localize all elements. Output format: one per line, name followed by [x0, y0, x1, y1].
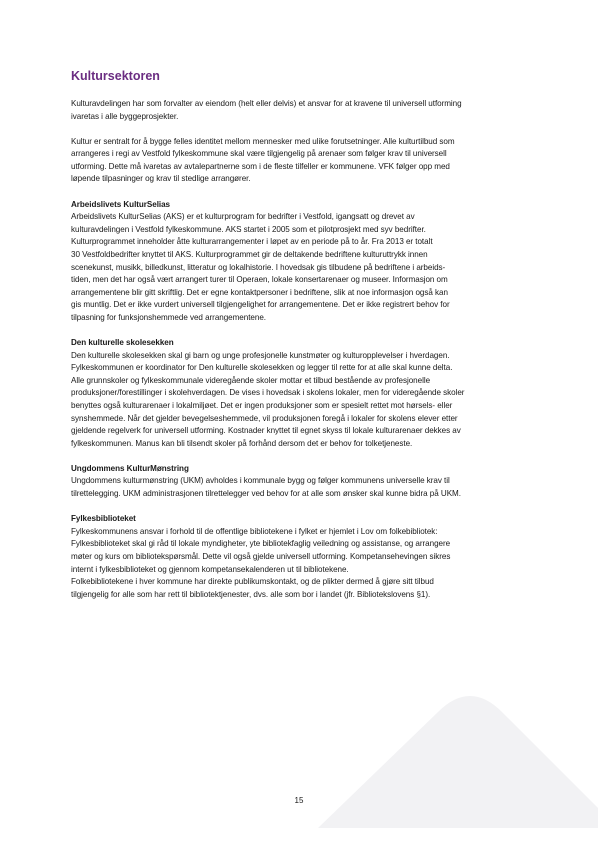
text-line: gis muntlig. Det er ikke vurdert universell tilgjengelighet for arrangementene. Det er ikke registrert behov for: [71, 300, 450, 310]
text-line: Kulturprogrammet inneholder åtte kulturarrangementer i løpet av en periode på to år. Fra 2013 er totalt: [71, 237, 433, 247]
text-line: Kultur er sentralt for å bygge felles identitet mellom mennesker med ulike forutsetninger. Alle kulturtilbud som: [71, 136, 455, 146]
text-line: Fylkeskommunens ansvar i forhold til de offentlige bibliotekene i fylket er hjemlet i Lov om folkebibliotek:: [71, 526, 438, 536]
text-line: tilrettelegging. UKM administrasjonen tilrettelegger ved behov for at alle som ønsker skal kunne bidra på UKM.: [71, 489, 461, 499]
text-line: Arbeidslivets KulturSelias (AKS) er et kulturprogram for bedrifter i Vestfold, igangsatt og drevet av: [71, 212, 415, 222]
text-line: fylkeskommunen. Manus kan bli tilsendt skoler på forhånd dersom det er behov for tolketjeneste.: [71, 438, 413, 448]
text-line: tilpasning for funksjonshemmede ved arrangementene.: [71, 312, 266, 322]
text-line: arrangeres i regi av Vestfold fylkeskommune skal være tilgjengelig på arenaer som følger krav til universell: [71, 149, 447, 159]
text-line: Folkebibliotekene i hver kommune har direkte publikumskontakt, og de plikter dermed å gjøre sitt tilbud: [71, 577, 434, 587]
text-line: kulturavdelingen i Vestfold fylkeskommune. AKS startet i 2005 som et pilotprosjekt med syv bedrifter.: [71, 224, 426, 234]
document-body: [71, 66, 571, 614]
section-body: [71, 475, 571, 500]
text-line: scenekunst, musikk, billedkunst, litteratur og lokalhistorie. I hovedsak gis tilbudene på bedriftene i arbeids-: [71, 262, 446, 272]
text-line: løpende tilpasninger og krav til stedlige arrangører.: [71, 174, 251, 184]
section-heading: Fylkesbiblioteket: [71, 514, 136, 524]
page-title: Kultursektoren: [71, 69, 160, 83]
text-line: benyttes også kulturarenaer i lokalmiljøet. Det er ingen produksjoner som er spesielt rettet mot hørsels- eller: [71, 400, 453, 410]
sections: [71, 199, 571, 602]
intro-paragraph: [71, 136, 571, 186]
text-line: arrangementene blir gitt skriftlig. Det er egne kontaktpersoner i bedriftene, slik at noe informasjon også kan: [71, 287, 448, 297]
section-heading: Den kulturelle skolesekken: [71, 338, 174, 347]
text-line: Alle grunnskoler og fylkeskommunale videregående skoler mottar et tilbud bestående av profesjonelle: [71, 375, 431, 385]
text-line: Ungdommens kulturmønstring (UKM) avholdes i kommunale bygg og følger kommunens universelle krav til: [71, 476, 450, 486]
text-line: utforming. Dette må ivaretas av avtalepartnerne som i de fleste tilfeller er kommunene. VFK følger opp med: [71, 161, 450, 171]
section-body: [71, 211, 571, 324]
text-line: tiden, men det har også vært arrangert turer til Operaen, lokale konsertarenaer og museer. Informasjon om: [71, 275, 448, 285]
section-heading: Arbeidslivets KulturSelias: [71, 199, 171, 209]
intro-paragraph: [71, 98, 571, 123]
text-line: gjeldende regelverk for universell utforming. Kostnader knyttet til egnet skyss til lokale kulturarenaer dekkes av: [71, 426, 461, 436]
section-body: [71, 526, 571, 602]
section-body: [71, 350, 571, 451]
intro-paragraphs: [71, 98, 571, 186]
text-line: synshemmede. Når det gjelder bevegelseshemmede, vil produksjonen foregå i lokaler for skolens elever etter: [71, 413, 458, 423]
text-line: ivaretas i alle byggeprosjekter.: [71, 111, 179, 121]
text-line: 30 Vestfoldbedrifter knyttet til AKS. Kulturprogrammet gir de deltakende bedriftene kulturuttrykk innen: [71, 249, 428, 259]
text-line: produksjoner/forestillinger i skolehverdagen. De vises i hovedsak i skolens lokaler, men for videregående skoler: [71, 388, 465, 398]
text-line: Den kulturelle skolesekken skal gi barn og unge profesjonelle kunstmøter og kulturopplevelser i hverdagen.: [71, 350, 450, 360]
text-line: møter og kurs om bibliotekspørsmål. Dette vil også gjelde universell utforming. Kompetansehevingen sikres: [71, 551, 451, 561]
text-line: internt i fylkesbiblioteket og gjennom kompetansekalenderen ut til bibliotekene.: [71, 564, 349, 574]
text-line: Fylkeskommunen er koordinator for Den kulturelle skolesekken og legger til rette for at alle skal kunne delta.: [71, 363, 453, 373]
text-line: Fylkesbiblioteket skal gi råd til lokale myndigheter, yte bibliotekfaglig veiledning og assistanse, og arrangere: [71, 539, 451, 549]
page-number: 15: [294, 796, 304, 805]
text-line: Kulturavdelingen har som forvalter av eiendom (helt eller delvis) et ansvar for at kravene til universell utforming: [71, 99, 462, 108]
section-heading: Ungdommens KulturMønstring: [71, 463, 189, 473]
text-line: tilgjengelig for alle som har rett til bibliotektjenester, dvs. alle som bor i landet (jfr. Bibliotekslovens §1).: [71, 589, 431, 599]
